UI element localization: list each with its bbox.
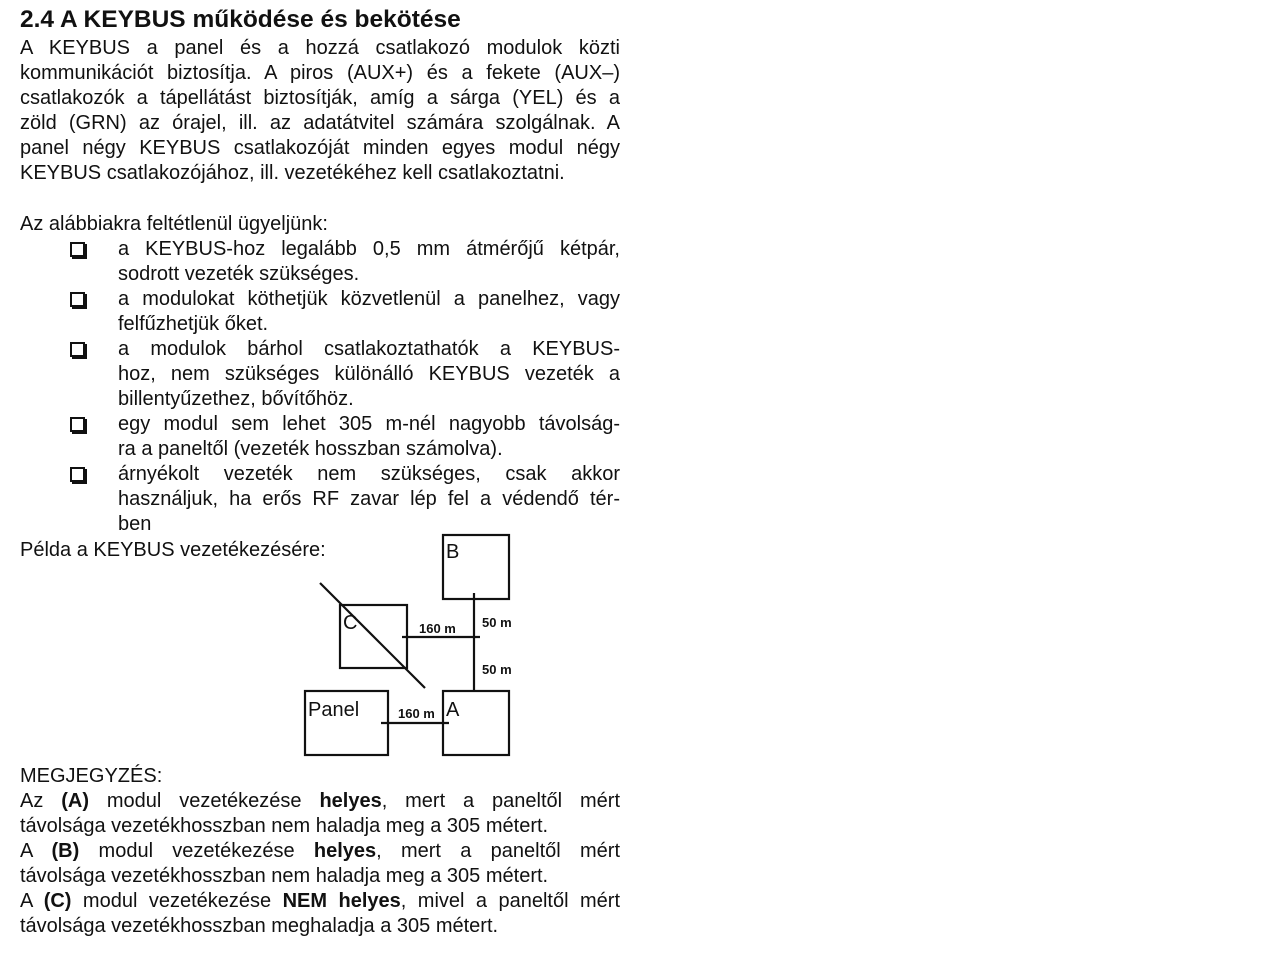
text: A	[20, 890, 44, 912]
section-title: 2.4 A KEYBUS működése és bekötése	[20, 6, 461, 33]
module-a-label: A	[446, 699, 460, 721]
note-section	[20, 764, 620, 939]
verdict: NEM helyes	[282, 890, 401, 912]
distance-label: 50 m	[482, 615, 512, 630]
text-line: ra a paneltől (vezeték hosszban számolva).	[118, 438, 503, 460]
text: , mivel a paneltől mért	[400, 890, 621, 912]
text-line: billentyűzethez, bővítőhöz.	[118, 388, 354, 410]
panel-label: Panel	[308, 699, 360, 721]
text-line: árnyékolt vezeték nem szükséges, csak akkor	[118, 463, 620, 485]
text-line: zöld (GRN) az órajel, ill. az adatátvitel számára szolgálnak. A	[20, 112, 620, 134]
distance-label: 50 m	[482, 662, 512, 677]
text-line: csatlakozók a tápellátást biztosítják, amíg a sárga (YEL) és a	[20, 87, 620, 109]
text-line: felfűzhetjük őket.	[118, 313, 269, 335]
distance-label: 160 m	[419, 621, 456, 636]
note-line: távolsága vezetékhosszban meghaladja a 305 métert.	[20, 915, 499, 937]
module-c-label: C	[343, 612, 358, 634]
text: modul vezetékezése	[71, 890, 283, 912]
text: Az	[20, 790, 62, 812]
module-ref: (C)	[43, 890, 72, 912]
text-line: a modulok bárhol csatlakoztathatók a KEYBUS-	[118, 338, 620, 360]
note-line: távolsága vezetékhosszban nem haladja meg a 305 métert.	[20, 865, 549, 887]
text-line: használjuk, ha erős RF zavar lép fel a védendő tér-	[118, 488, 620, 510]
text: A	[20, 840, 52, 862]
example-label: Példa a KEYBUS vezetékezésére:	[20, 539, 326, 561]
text-line: ben	[118, 513, 152, 535]
text-line: a modulokat köthetjük közvetlenül a panelhez, vagy	[118, 288, 620, 310]
text-line: KEYBUS csatlakozójához, ill. vezetékéhez kell csatlakoztatni.	[20, 162, 565, 184]
text: , mert a paneltől mért	[376, 840, 621, 862]
checklist-intro: Az alábbiakra feltétlenül ügyeljünk:	[20, 213, 328, 235]
note-line	[20, 839, 620, 864]
note-line	[20, 889, 620, 914]
text-line: hoz, nem szükséges különálló KEYBUS vezeték a	[118, 363, 620, 385]
text: modul vezetékezése	[89, 790, 320, 812]
verdict: helyes	[319, 790, 382, 812]
distance-label: 160 m	[398, 706, 435, 721]
module-b-label: B	[446, 541, 460, 563]
text-line: panel négy KEYBUS csatlakozóját minden egyes modul négy	[20, 137, 620, 159]
strike-through-c	[320, 583, 425, 688]
module-ref: (B)	[51, 840, 80, 862]
note-line	[20, 789, 620, 814]
text: modul vezetékezése	[79, 840, 314, 862]
verdict: helyes	[313, 840, 377, 862]
text-line: sodrott vezeték szükséges.	[118, 263, 360, 285]
note-heading: MEGJEGYZÉS:	[20, 765, 163, 787]
text-line: A KEYBUS a panel és a hozzá csatlakozó modulok közti	[20, 37, 620, 59]
text-line: a KEYBUS-hoz legalább 0,5 mm átmérőjű kétpár,	[118, 238, 620, 260]
text-line: kommunikációt biztosítja. A piros (AUX+) és a fekete (AUX–)	[20, 62, 620, 84]
note-line: távolsága vezetékhosszban nem haladja meg a 305 métert.	[20, 815, 549, 837]
text: , mert a paneltől mért	[381, 790, 620, 812]
module-ref: (A)	[61, 790, 89, 812]
text-line: egy modul sem lehet 305 m-nél nagyobb távolság-	[118, 413, 620, 435]
